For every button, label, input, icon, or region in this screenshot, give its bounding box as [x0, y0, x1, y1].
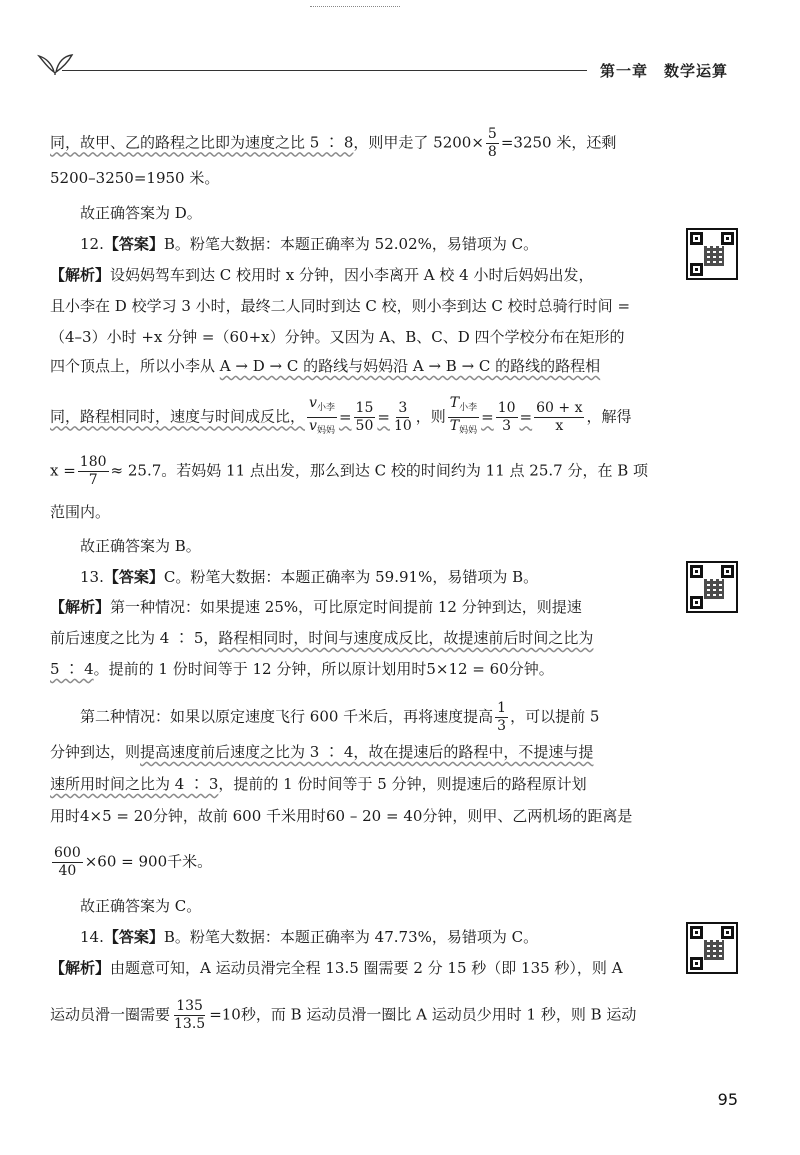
answer-label: 【答案】 — [103, 235, 164, 253]
qr-code-icon[interactable] — [686, 922, 738, 974]
question-number: 14. — [80, 928, 104, 946]
text-line: 同，路程相同时，速度与时间成反比， $\frac{v_{小李}}{v_{妈妈}}$ = $\frac{15}{50}$ = $\frac{3}{10}$ ，则 $\frac{T_{小李}}{T_{妈妈}}$ = $\frac{10}{3}$ = $\frac{60 + x}{x}$ ，解得 — [50, 395, 631, 440]
text-line — [50, 998, 636, 1033]
text-segment: x = — [50, 461, 76, 480]
text-line: 范围内。 — [50, 503, 111, 521]
fraction-denominator: $v_{妈妈}$ — [309, 418, 335, 436]
text-segment: ，可以提前 5 — [510, 707, 600, 726]
text-line — [50, 628, 593, 648]
chapter-title: 第一章 数学运算 — [599, 62, 728, 80]
text-line — [50, 126, 616, 161]
text-line — [50, 659, 554, 679]
text-segment: ×60 = 900千米。 — [84, 852, 213, 871]
analysis-label: 【解析】 — [50, 959, 111, 977]
answer-line — [80, 927, 538, 947]
text-line — [80, 700, 599, 735]
text-segment: 提高速度前后速度之比为 3 ∶ 4，故在提速后的路程中，不提速与提 — [140, 743, 594, 761]
text-segment: 四个顶点上，所以小李从 — [50, 357, 220, 375]
text-line: 5200–3250=1950 米。 — [50, 169, 220, 187]
fraction: $\frac{15}{50}$ — [355, 400, 374, 434]
fraction: $\frac{60 + x}{x}$ — [536, 400, 583, 434]
fraction — [486, 126, 499, 161]
text-segment: C。粉笔大数据：本题正确率为 59.91%，易错项为 B。 — [163, 568, 539, 586]
answer-label: 【答案】 — [103, 568, 164, 586]
text-segment: 同，故甲、乙的路程之比即为速度之比 5 ∶ 8 — [50, 133, 354, 152]
leaf-icon — [36, 46, 76, 76]
text-line: 用时4×5 = 20分钟，故前 600 千米用时60 – 20 = 40分钟，则甲、乙两机场的距离是 — [50, 807, 633, 825]
text-line — [50, 958, 623, 978]
text-segment: B。粉笔大数据：本题正确率为 52.02%，易错项为 C。 — [163, 235, 539, 253]
text-segment: =3250 米，还剩 — [500, 133, 617, 152]
text-line — [50, 454, 648, 489]
fraction: $\frac{1}{3}$ — [497, 700, 507, 734]
text-line: 且小李在 D 校学习 3 小时，最终二人同时到达 C 校，则小李到达 C 校时总骑行时间 = — [50, 297, 631, 315]
text-line: 故正确答案为 C。 — [80, 897, 202, 915]
text-segment: 5 ∶ 4 — [50, 660, 94, 678]
header-rule — [62, 70, 587, 71]
text-segment: =10秒，而 B 运动员滑一圈比 A 运动员少用时 1 秒，则 B 运动 — [209, 1005, 637, 1024]
page-number: 95 — [717, 1090, 738, 1109]
text-segment: 同，路程相同时，速度与时间成反比， — [50, 407, 306, 426]
analysis-label: 【解析】 — [50, 598, 111, 616]
answer-line — [80, 234, 538, 254]
text-line: 故正确答案为 D。 — [80, 204, 202, 222]
fraction: $\frac{180}{7}$ — [79, 454, 107, 488]
question-number: 12. — [80, 235, 104, 253]
fraction-denominator: 8 — [487, 144, 497, 160]
text-line — [50, 742, 593, 762]
analysis-label: 【解析】 — [50, 266, 111, 284]
text-segment: ，则 — [415, 407, 446, 426]
text-segment: 路程相同时，时间与速度成反比，故提速前后时间之比为 — [218, 629, 594, 647]
text-line — [50, 845, 212, 880]
fraction: $\frac{10}{3}$ — [497, 400, 516, 434]
text-segment: ≈ 25.7。若妈妈 11 点出发，那么到达 C 校的时间约为 11 点 25.7 分，在 B 项 — [110, 461, 649, 480]
answer-label: 【答案】 — [103, 928, 164, 946]
text-segment: 第一种情况：如果提速 25%，可比原定时间提前 12 分钟到达，则提速 — [110, 598, 582, 616]
fraction: $\frac{3}{10}$ — [393, 400, 412, 434]
text-segment: 第二种情况：如果以原定速度飞行 600 千米后，再将速度提高 — [80, 707, 494, 726]
text-line — [50, 356, 600, 376]
text-segment: 分钟到达，则 — [50, 743, 141, 761]
text-line: 故正确答案为 B。 — [80, 537, 201, 555]
text-line: （4–3）小时 +x 分钟 =（60+x）分钟。又因为 A、B、C、D 四个学校分布在矩形的 — [50, 328, 625, 346]
fraction — [307, 395, 337, 440]
text-segment: ，提前的 1 份时间等于 5 分钟，则提速后的路程原计划 — [218, 775, 587, 793]
answer-line — [80, 567, 538, 587]
text-line — [50, 265, 593, 285]
text-segment: 设妈妈驾车到达 C 校用时 x 分钟，因小李离开 A 校 4 小时后妈妈出发， — [110, 266, 594, 284]
fraction: $\frac{600}{40}$ — [54, 845, 81, 879]
qr-code-icon[interactable] — [686, 228, 738, 280]
text-segment: 前后速度之比为 4 ∶ 5， — [50, 629, 219, 647]
text-segment: 速所用时间之比为 4 ∶ 3 — [50, 775, 219, 793]
text-segment: B。粉笔大数据：本题正确率为 47.73%，易错项为 C。 — [163, 928, 539, 946]
fraction-numerator: $v_{小李}$ — [307, 395, 337, 418]
text-segment: 运动员滑一圈需要 — [50, 1005, 171, 1024]
text-segment: ，则甲走了 5200× — [353, 133, 484, 152]
text-segment: A → D → C 的路线与妈妈沿 A → B → C 的路线的路程相 — [219, 357, 601, 375]
fraction: $\frac{135}{13.5}$ — [174, 998, 206, 1032]
text-line — [50, 597, 582, 617]
fraction-numerator: 5 — [487, 126, 497, 142]
text-segment: 。提前的 1 份时间等于 12 分钟，所以原计划用时5×12 = 60分钟。 — [93, 660, 554, 678]
text-segment: 由题意可知，A 运动员滑完全程 13.5 圈需要 2 分 15 秒（即 135 秒），则 A — [110, 959, 623, 977]
question-number: 13. — [80, 568, 104, 586]
text-segment: ，解得 — [586, 407, 632, 426]
qr-code-icon[interactable] — [686, 561, 738, 613]
text-line — [50, 774, 587, 794]
top-scan-mark — [310, 0, 400, 7]
fraction: $\frac{T_{小李}}{T_{妈妈}}$ — [449, 395, 478, 436]
